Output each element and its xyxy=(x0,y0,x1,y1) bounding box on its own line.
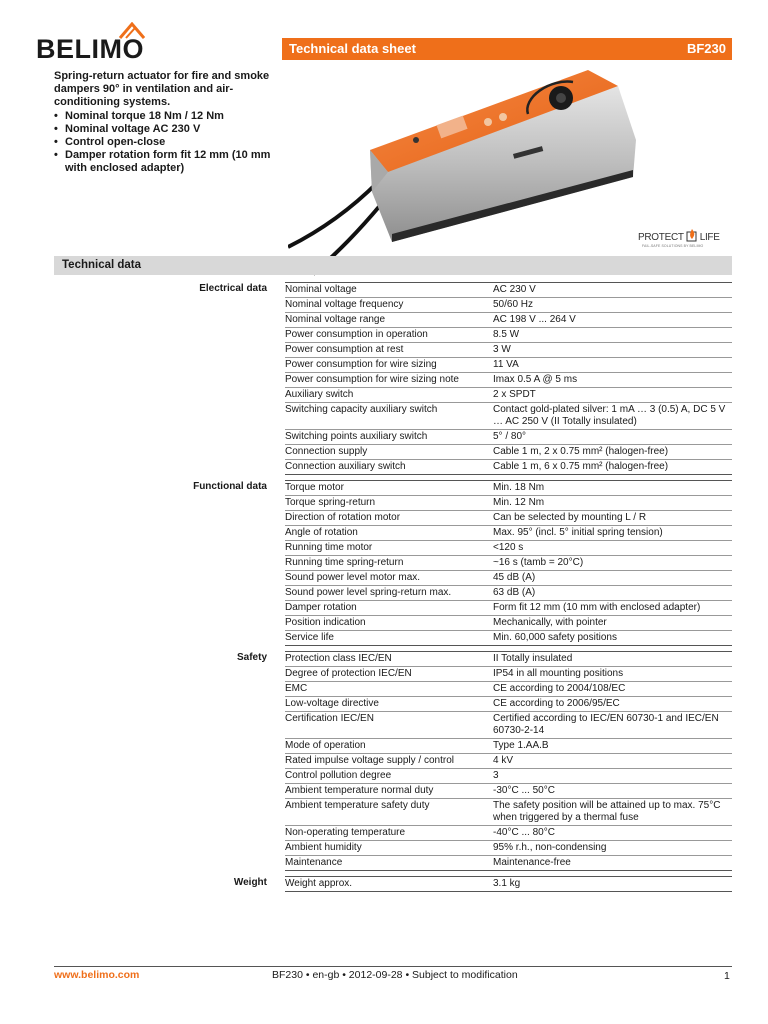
table-row xyxy=(285,739,732,754)
header-bar xyxy=(282,38,732,60)
intro-bullet: • Nominal voltage AC 230 V xyxy=(54,123,282,136)
table-row xyxy=(285,328,732,343)
table-row xyxy=(285,511,732,526)
table-row xyxy=(285,631,732,646)
row-value: Min. 12 Nm xyxy=(493,497,545,508)
row-key: Switching capacity auxiliary switch xyxy=(285,404,438,415)
flame-icon xyxy=(685,228,699,242)
row-value: Contact gold-plated silver: 1 mA … 3 (0.5) A, DC 5 V … AC 250 V (II Totally insulated) xyxy=(493,404,726,427)
table-group xyxy=(54,876,732,892)
table-row xyxy=(285,856,732,871)
row-key: Sound power level motor max. xyxy=(285,572,421,583)
intro-bullet: • Nominal torque 18 Nm / 12 Nm xyxy=(54,110,282,123)
table-row xyxy=(285,571,732,586)
logo-text: BELIMO xyxy=(36,34,144,64)
table-row xyxy=(285,388,732,403)
row-key: Direction of rotation motor xyxy=(285,512,401,523)
table-row xyxy=(285,430,732,445)
row-value: AC 230 V xyxy=(493,284,536,295)
row-key: Angle of rotation xyxy=(285,527,358,538)
row-key: Certification IEC/EN xyxy=(285,713,374,724)
table-row xyxy=(285,682,732,697)
row-value: CE according to 2004/108/EC xyxy=(493,683,626,694)
row-value: 63 dB (A) xyxy=(493,587,536,598)
row-value: 5° / 80° xyxy=(493,431,527,442)
table-row xyxy=(285,445,732,460)
row-key: Switching points auxiliary switch xyxy=(285,431,428,442)
table-row xyxy=(285,697,732,712)
row-value: -40°C ... 80°C xyxy=(493,827,555,838)
intro-bullets xyxy=(54,110,282,176)
group-label: Functional data xyxy=(193,481,267,492)
footer-info: BF230 • en-gb • 2012-09-28 • Subject to modification xyxy=(272,969,518,981)
group-label: Weight xyxy=(233,877,267,888)
row-value: 3 W xyxy=(493,344,511,355)
row-value: IP54 in all mounting positions xyxy=(493,668,624,679)
table-row xyxy=(285,283,732,298)
table-row xyxy=(285,541,732,556)
row-key: Weight approx. xyxy=(285,878,353,889)
table-row xyxy=(285,556,732,571)
page-number: 1 xyxy=(724,970,730,982)
row-value: Cable 1 m, 2 x 0.75 mm² (halogen-free) xyxy=(493,446,669,457)
row-value: 45 dB (A) xyxy=(493,572,536,583)
protect-life-subtext: FAIL-SAFE SOLUTIONS BY BELIMO xyxy=(642,244,704,248)
row-key: EMC xyxy=(285,683,308,694)
table-group xyxy=(54,282,732,475)
row-value: Type 1.AA.B xyxy=(493,740,549,751)
table-row xyxy=(285,799,732,826)
header-model: BF230 xyxy=(686,41,726,56)
row-value: Mechanically, with pointer xyxy=(493,617,607,628)
logo-mark-icon xyxy=(118,22,152,40)
row-value: CE according to 2006/95/EC xyxy=(493,698,620,709)
row-key: Nominal voltage frequency xyxy=(285,299,404,310)
intro-bullet: • Damper rotation form fit 12 mm (10 mm with enclosed adapter) xyxy=(54,149,282,175)
row-value: II Totally insulated xyxy=(493,653,573,664)
table-row xyxy=(285,373,732,388)
group-rows xyxy=(285,876,732,892)
row-value: -30°C ... 50°C xyxy=(493,785,555,796)
row-value: 2 x SPDT xyxy=(493,389,536,400)
table-row xyxy=(285,826,732,841)
row-value: Min. 18 Nm xyxy=(493,482,545,493)
actuator-product-image xyxy=(288,62,658,277)
row-value: ~16 s (tamb = 20°C) xyxy=(493,557,584,568)
intro-block xyxy=(54,70,282,176)
row-key: Ambient temperature normal duty xyxy=(285,785,434,796)
row-key: Connection supply xyxy=(285,446,368,457)
table-row xyxy=(285,784,732,799)
table-row xyxy=(285,877,732,892)
row-key: Nominal voltage range xyxy=(285,314,386,325)
row-value: Min. 60,000 safety positions xyxy=(493,632,617,643)
row-key: Non-operating temperature xyxy=(285,827,406,838)
group-rows xyxy=(285,480,732,646)
table-row xyxy=(285,298,732,313)
table-row xyxy=(285,586,732,601)
row-key: Auxiliary switch xyxy=(285,389,354,400)
row-value: Imax 0.5 A @ 5 ms xyxy=(493,374,578,385)
row-key: Sound power level spring-return max. xyxy=(285,587,452,598)
protect-life-text: PROTECT LIFE xyxy=(638,228,720,243)
row-key: Power consumption for wire sizing xyxy=(285,359,437,370)
table-row xyxy=(285,358,732,373)
section-title: Technical data xyxy=(62,259,142,271)
row-key: Torque motor xyxy=(285,482,344,493)
footer-website-link[interactable]: www.belimo.com xyxy=(54,969,140,981)
row-value: Maintenance-free xyxy=(493,857,571,868)
row-key: Position indication xyxy=(285,617,366,628)
table-row xyxy=(285,652,732,667)
table-row xyxy=(285,712,732,739)
table-row xyxy=(285,667,732,682)
table-row xyxy=(285,769,732,784)
intro-bullet: • Control open-close xyxy=(54,136,282,149)
row-value: Can be selected by mounting L / R xyxy=(493,512,647,523)
row-key: Service life xyxy=(285,632,334,643)
row-key: Running time motor xyxy=(285,542,373,553)
technical-data-table xyxy=(54,282,732,897)
row-key: Maintenance xyxy=(285,857,343,868)
table-group xyxy=(54,651,732,871)
table-row xyxy=(285,754,732,769)
group-rows xyxy=(285,651,732,871)
row-key: Torque spring-return xyxy=(285,497,376,508)
section-technical-data xyxy=(54,256,732,275)
row-key: Damper rotation xyxy=(285,602,357,613)
row-key: Ambient humidity xyxy=(285,842,362,853)
row-key: Connection auxiliary switch xyxy=(285,461,406,472)
row-key: Degree of protection IEC/EN xyxy=(285,668,412,679)
row-value: Cable 1 m, 6 x 0.75 mm² (halogen-free) xyxy=(493,461,669,472)
row-value: 4 kV xyxy=(493,755,514,766)
intro-lead: Spring-return actuator for fire and smoke dampers 90° in ventilation and air-conditioning systems. xyxy=(54,70,270,109)
table-row xyxy=(285,313,732,328)
table-row xyxy=(285,460,732,475)
row-value: <120 s xyxy=(493,542,524,553)
row-key: Control pollution degree xyxy=(285,770,392,781)
row-value: 50/60 Hz xyxy=(493,299,534,310)
group-label: Electrical data xyxy=(199,283,267,294)
table-row xyxy=(285,601,732,616)
row-key: Power consumption at rest xyxy=(285,344,404,355)
table-row xyxy=(285,403,732,430)
table-row xyxy=(285,526,732,541)
row-value: AC 198 V ... 264 V xyxy=(493,314,576,325)
table-row xyxy=(285,616,732,631)
row-value: The safety position will be attained up to max. 75°C when triggered by a thermal fuse xyxy=(493,800,721,823)
row-key: Mode of operation xyxy=(285,740,366,751)
row-key: Power consumption for wire sizing note xyxy=(285,374,459,385)
header-title: Technical data sheet xyxy=(289,41,416,56)
row-value: 95% r.h., non-condensing xyxy=(493,842,607,853)
row-value: 11 VA xyxy=(493,359,519,370)
belimo-logo xyxy=(36,22,166,72)
row-key: Running time spring-return xyxy=(285,557,404,568)
group-rows xyxy=(285,282,732,475)
table-row xyxy=(285,343,732,358)
row-key: Low-voltage directive xyxy=(285,698,379,709)
row-value: Form fit 12 mm (10 mm with enclosed adapter) xyxy=(493,602,701,613)
table-row xyxy=(285,481,732,496)
row-key: Power consumption in operation xyxy=(285,329,428,340)
row-key: Ambient temperature safety duty xyxy=(285,800,430,811)
footer-divider xyxy=(54,966,732,967)
row-key: Rated impulse voltage supply / control xyxy=(285,755,454,766)
row-value: 3.1 kg xyxy=(493,878,521,889)
row-key: Protection class IEC/EN xyxy=(285,653,392,664)
table-group xyxy=(54,480,732,646)
table-row xyxy=(285,496,732,511)
row-key: Nominal voltage xyxy=(285,284,357,295)
table-row xyxy=(285,841,732,856)
group-label: Safety xyxy=(236,652,267,663)
row-value: 8.5 W xyxy=(493,329,520,340)
row-value: 3 xyxy=(493,770,499,781)
row-value: Certified according to IEC/EN 60730-1 and IEC/EN 60730-2-14 xyxy=(493,713,719,736)
row-value: Max. 95° (incl. 5° initial spring tension) xyxy=(493,527,663,538)
